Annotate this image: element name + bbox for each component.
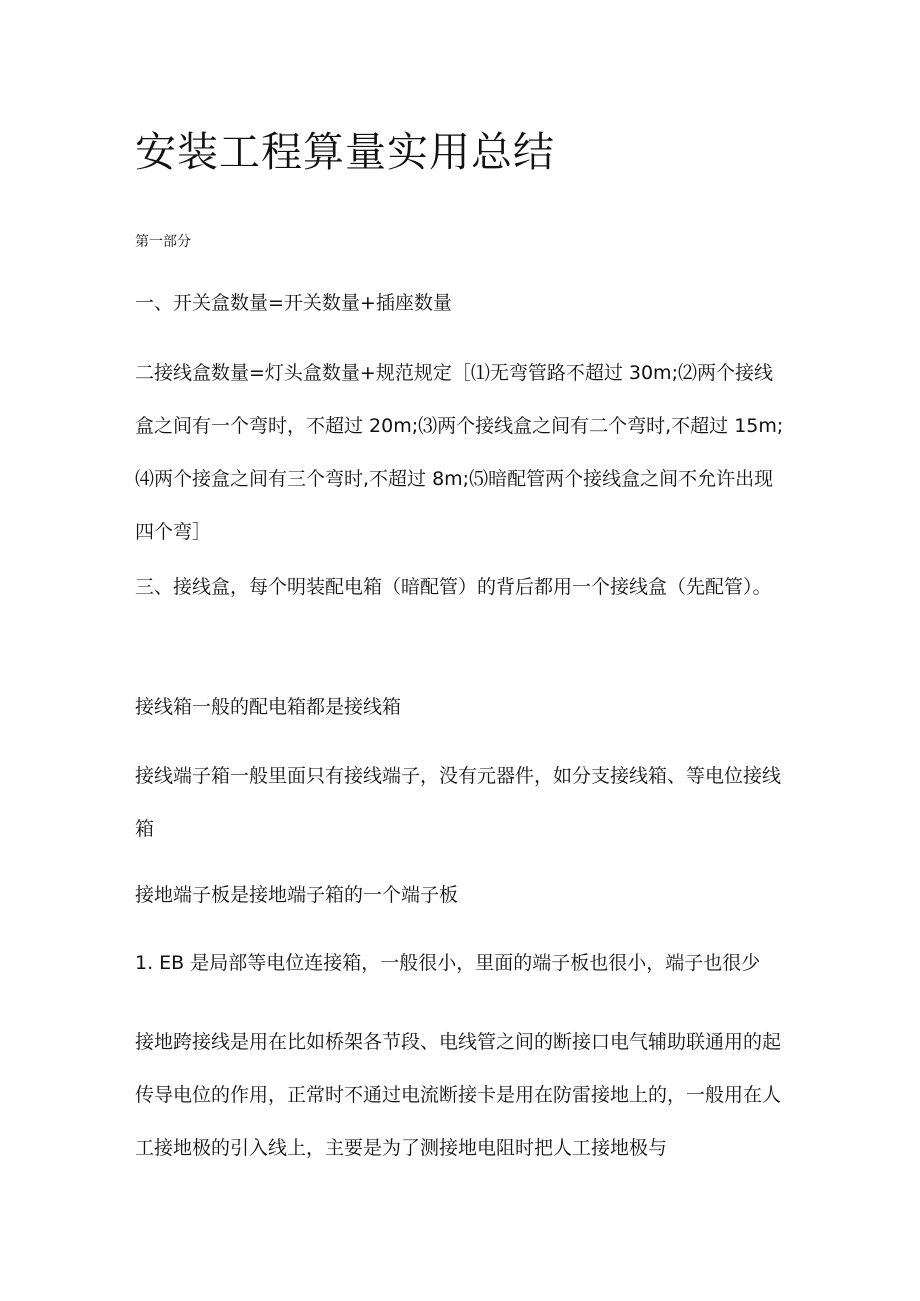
paragraph-switch-box: 一、开关盒数量=开关数量+插座数量 (135, 292, 452, 314)
paragraph-junction-cabinet: 接线箱一般的配电箱都是接线箱 (135, 696, 402, 718)
paragraph-junction-box-count: 二接线盒数量=灯头盒数量+规范规定［⑴无弯管路不超过 30m;⑵两个接线盒之间有一个弯时，不超过 20m;⑶两个接线盒之间有二个弯时,不超过 15m;⑷两个接盒之间有三个弯时,不超过 8m;⑸暗配管两个接线盒之间不允许出现四个弯］ (135, 362, 784, 543)
section-heading: 第一部分 (135, 234, 191, 250)
paragraph-grounding-jumper: 接地跨接线是用在比如桥架各节段、电线管之间的断接口电气辅助联通用的起传导电位的作用，正常时不通过电流断接卡是用在防雷接地上的，一般用在人工接地极的引入线上，主要是为了测接地电阻时把人工接地极与 (135, 1031, 782, 1159)
paragraph-junction-box-behind-panel: 三、接线盒，每个明装配电箱（暗配管）的背后都用一个接线盒（先配管）。 (135, 576, 772, 598)
document-title: 安装工程算量实用总结 (135, 128, 555, 176)
paragraph-terminal-box: 接线端子箱一般里面只有接线端子，没有元器件，如分支接线箱、等电位接线箱 (135, 765, 782, 840)
paragraph-grounding-terminal-board: 接地端子板是接地端子箱的一个端子板 (135, 884, 459, 906)
paragraph-eb-box: 1. EB 是局部等电位连接箱，一般很小，里面的端子板也很小，端子也很少 (135, 952, 761, 974)
